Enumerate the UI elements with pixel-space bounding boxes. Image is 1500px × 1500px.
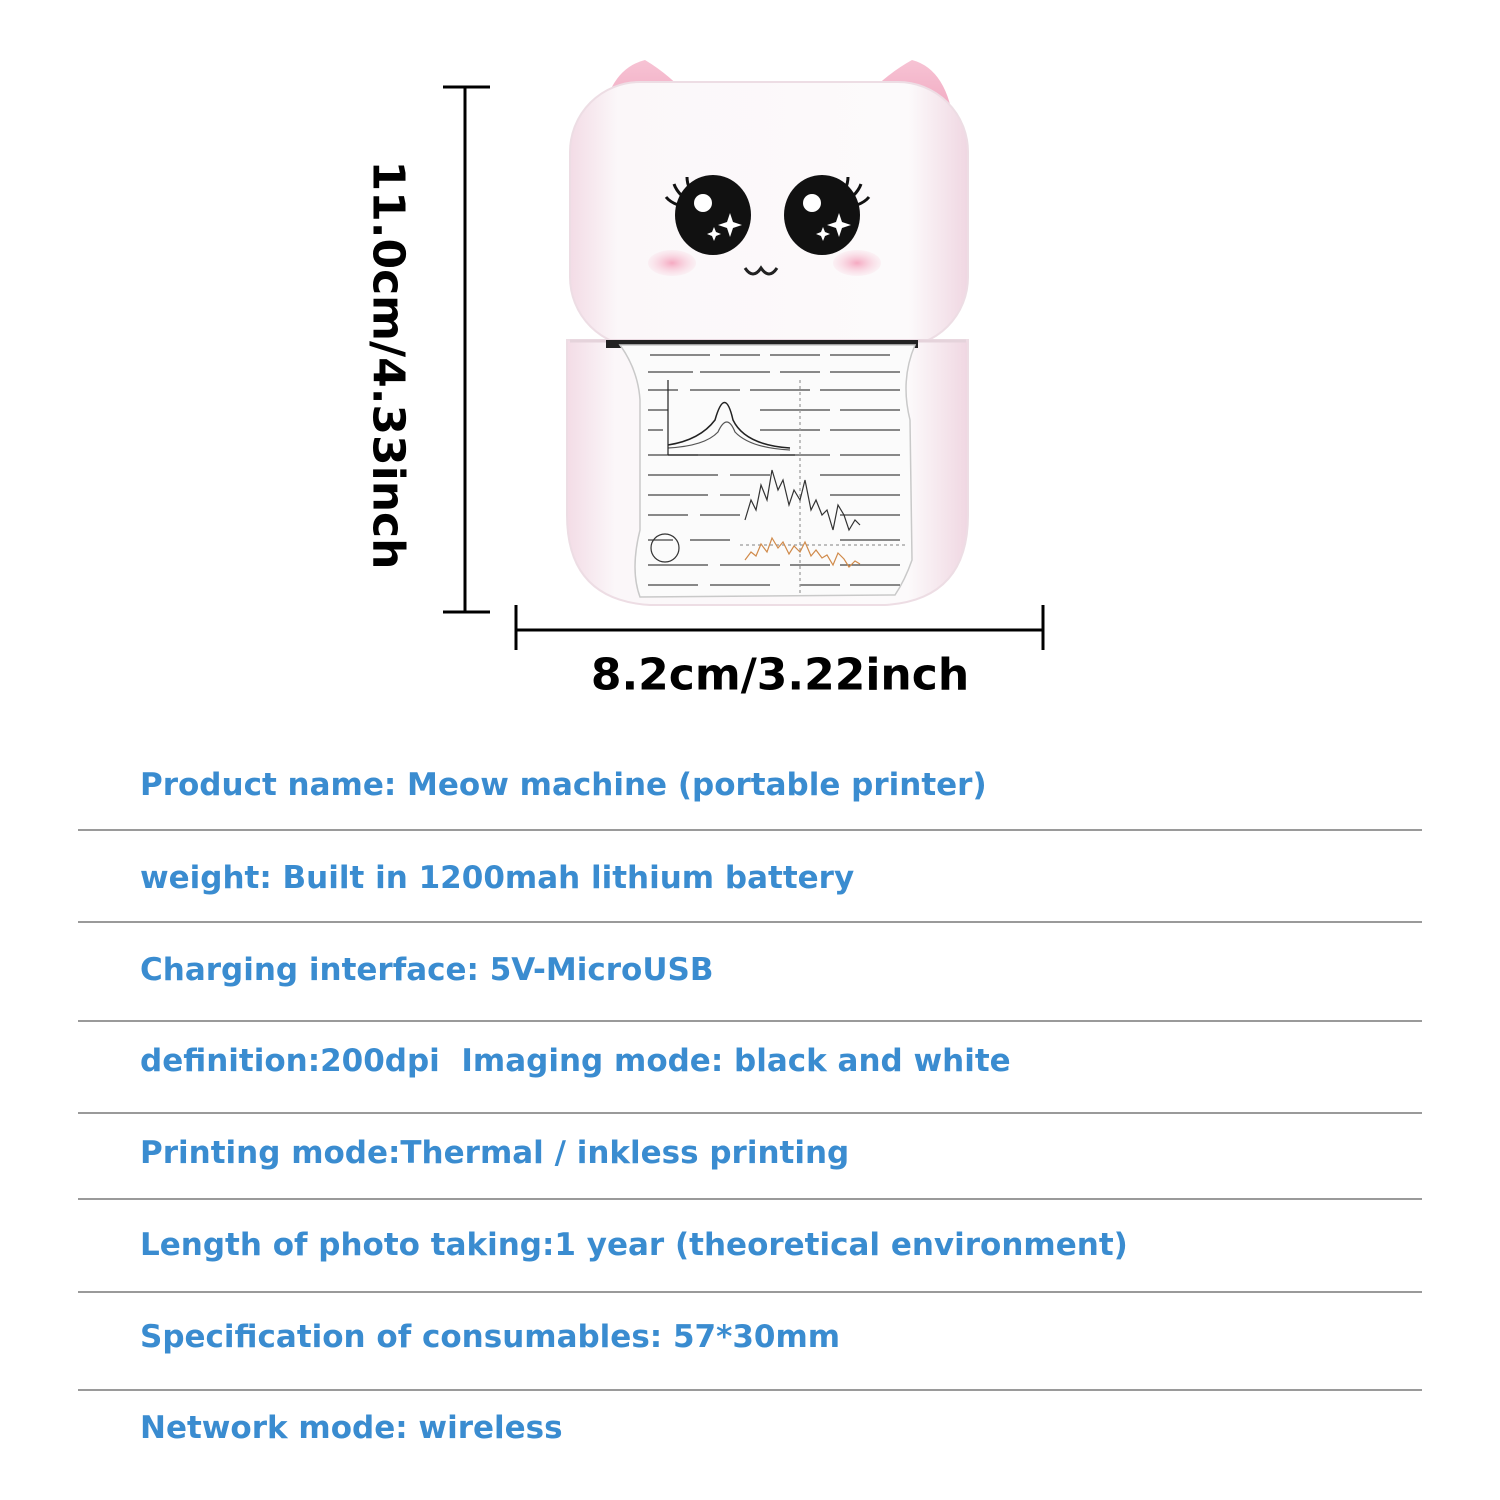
spec-item: Printing mode:Thermal / inkless printing <box>140 1135 850 1171</box>
height-dimension-label: 11.0cm/4.33inch <box>362 160 414 570</box>
spec-divider <box>78 1112 1422 1114</box>
spec-item: Product name: Meow machine (portable printer) <box>140 767 987 803</box>
spec-divider <box>78 1291 1422 1293</box>
spec-item: definition:200dpi Imaging mode: black and white <box>140 1043 1011 1079</box>
spec-divider <box>78 1198 1422 1200</box>
spec-divider <box>78 829 1422 831</box>
spec-item: Specification of consumables: 57*30mm <box>140 1319 841 1355</box>
spec-item: weight: Built in 1200mah lithium battery <box>140 860 855 896</box>
spec-divider <box>78 1020 1422 1022</box>
spec-item: Charging interface: 5V-MicroUSB <box>140 952 714 988</box>
spec-divider <box>78 921 1422 923</box>
spec-item: Length of photo taking:1 year (theoretical environment) <box>140 1227 1128 1263</box>
spec-divider <box>78 1389 1422 1391</box>
width-dimension-label: 8.2cm/3.22inch <box>590 649 970 701</box>
spec-item: Network mode: wireless <box>140 1410 563 1446</box>
